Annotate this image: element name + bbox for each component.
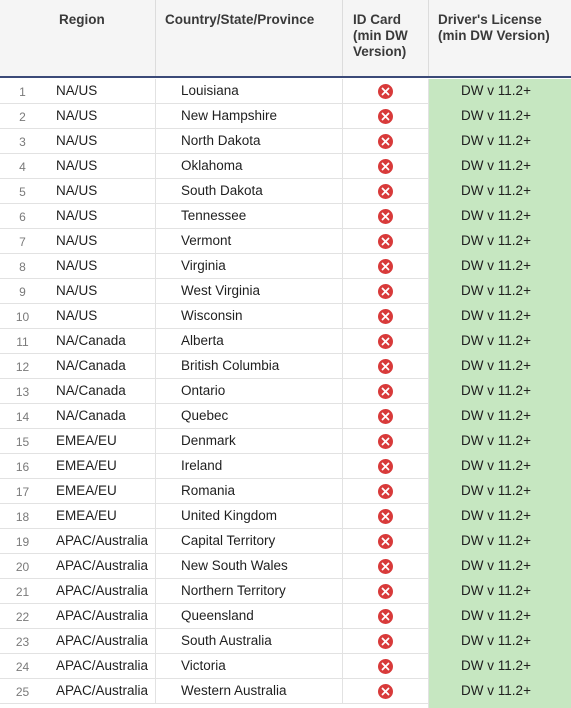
country-cell[interactable]: Victoria <box>155 654 342 679</box>
country-cell[interactable]: Western Australia <box>155 679 342 704</box>
table-row[interactable] <box>0 79 571 104</box>
id-card-cell[interactable] <box>342 654 428 679</box>
id-card-cell[interactable] <box>342 554 428 579</box>
table-tail <box>0 704 571 708</box>
table-header <box>0 0 571 78</box>
id-card-cell[interactable] <box>342 329 428 354</box>
id-card-cell[interactable] <box>342 679 428 704</box>
row-number: 16 <box>15 460 30 474</box>
region-cell[interactable]: APAC/Australia <box>56 683 149 698</box>
table-row[interactable] <box>0 554 571 579</box>
country-cell[interactable]: Ireland <box>155 454 342 479</box>
country-cell[interactable]: New Hampshire <box>155 104 342 129</box>
x-circle-icon <box>378 584 393 599</box>
row-number: 21 <box>15 585 30 599</box>
id-card-cell[interactable] <box>342 229 428 254</box>
x-circle-icon <box>378 259 393 274</box>
table-row[interactable] <box>0 204 571 229</box>
x-circle-icon <box>378 509 393 524</box>
x-circle-icon <box>378 284 393 299</box>
drivers-license-cell[interactable]: DW v 11.2+ <box>428 629 571 654</box>
drivers-license-cell[interactable]: DW v 11.2+ <box>428 379 571 404</box>
id-card-cell[interactable] <box>342 604 428 629</box>
table-row[interactable] <box>0 104 571 129</box>
x-circle-icon <box>378 84 393 99</box>
x-circle-icon <box>378 334 393 349</box>
table-row[interactable] <box>0 504 571 529</box>
row-number: 12 <box>15 360 30 374</box>
drivers-license-cell[interactable]: DW v 11.2+ <box>428 479 571 504</box>
row-number: 2 <box>19 110 26 124</box>
tail-dl-fill <box>428 704 571 708</box>
row-number: 20 <box>15 560 30 574</box>
table-row[interactable] <box>0 304 571 329</box>
region-cell[interactable]: NA/US <box>56 83 98 98</box>
id-card-cell[interactable] <box>342 579 428 604</box>
country-cell[interactable]: Wisconsin <box>155 304 342 329</box>
id-card-cell[interactable] <box>342 254 428 279</box>
row-number: 15 <box>15 435 30 449</box>
header-dl-line1: Driver's License <box>438 12 542 27</box>
region-cell[interactable]: NA/US <box>56 258 98 273</box>
x-circle-icon <box>378 359 393 374</box>
region-cell[interactable]: NA/US <box>56 158 98 173</box>
row-number: 24 <box>15 660 30 674</box>
country-cell[interactable]: Denmark <box>155 429 342 454</box>
country-cell[interactable]: Ontario <box>155 379 342 404</box>
drivers-license-cell[interactable]: DW v 11.2+ <box>428 554 571 579</box>
row-number: 22 <box>15 610 30 624</box>
id-card-cell[interactable] <box>342 504 428 529</box>
region-cell[interactable]: NA/US <box>56 308 98 323</box>
table-row[interactable] <box>0 529 571 554</box>
country-cell[interactable]: Louisiana <box>155 79 342 104</box>
x-circle-icon <box>378 684 393 699</box>
id-card-cell[interactable] <box>342 379 428 404</box>
table-row[interactable] <box>0 229 571 254</box>
drivers-license-cell[interactable]: DW v 11.2+ <box>428 679 571 704</box>
x-circle-icon <box>378 659 393 674</box>
id-card-cell[interactable] <box>342 354 428 379</box>
drivers-license-cell[interactable]: DW v 11.2+ <box>428 279 571 304</box>
x-circle-icon <box>378 234 393 249</box>
id-card-cell[interactable] <box>342 429 428 454</box>
country-cell[interactable]: Queensland <box>155 604 342 629</box>
header-dl-line2: (min DW Version) <box>438 28 550 43</box>
header-id-card-line1: ID Card <box>353 12 402 27</box>
table-row[interactable] <box>0 404 571 429</box>
country-cell[interactable]: Vermont <box>155 229 342 254</box>
drivers-license-cell[interactable]: DW v 11.2+ <box>428 204 571 229</box>
country-cell[interactable]: Northern Territory <box>155 579 342 604</box>
row-number: 1 <box>19 85 26 99</box>
id-card-cell[interactable] <box>342 454 428 479</box>
country-cell[interactable]: Tennessee <box>155 204 342 229</box>
x-circle-icon <box>378 634 393 649</box>
row-number: 18 <box>15 510 30 524</box>
id-card-cell[interactable] <box>342 204 428 229</box>
id-card-cell[interactable] <box>342 154 428 179</box>
table-row[interactable] <box>0 129 571 154</box>
country-cell[interactable]: United Kingdom <box>155 504 342 529</box>
region-cell[interactable]: APAC/Australia <box>56 533 149 548</box>
x-circle-icon <box>378 484 393 499</box>
table-row[interactable] <box>0 154 571 179</box>
x-circle-icon <box>378 209 393 224</box>
table-row[interactable] <box>0 254 571 279</box>
region-cell[interactable]: APAC/Australia <box>56 608 149 623</box>
table-row[interactable] <box>0 479 571 504</box>
table-body <box>0 79 571 704</box>
region-cell[interactable]: EMEA/EU <box>56 433 117 448</box>
drivers-license-cell[interactable]: DW v 11.2+ <box>428 154 571 179</box>
table-row[interactable] <box>0 654 571 679</box>
header-id-card-line3: Version) <box>353 44 407 59</box>
table-row[interactable] <box>0 629 571 654</box>
drivers-license-cell[interactable]: DW v 11.2+ <box>428 354 571 379</box>
region-cell[interactable]: EMEA/EU <box>56 458 117 473</box>
id-card-cell[interactable] <box>342 304 428 329</box>
region-cell[interactable]: EMEA/EU <box>56 483 117 498</box>
header-country-label: Country/State/Province <box>165 12 315 27</box>
id-card-cell[interactable] <box>342 529 428 554</box>
table-row[interactable] <box>0 454 571 479</box>
country-cell[interactable]: South Dakota <box>155 179 342 204</box>
country-cell[interactable]: Capital Territory <box>155 529 342 554</box>
drivers-license-cell[interactable]: DW v 11.2+ <box>428 654 571 679</box>
table-row[interactable] <box>0 179 571 204</box>
row-number: 11 <box>16 335 29 349</box>
region-cell[interactable]: NA/Canada <box>56 358 126 373</box>
table-row[interactable] <box>0 379 571 404</box>
row-number: 23 <box>15 635 30 649</box>
drivers-license-cell[interactable]: DW v 11.2+ <box>428 579 571 604</box>
region-cell[interactable]: NA/US <box>56 108 98 123</box>
id-card-cell[interactable] <box>342 404 428 429</box>
drivers-license-cell[interactable]: DW v 11.2+ <box>428 454 571 479</box>
region-cell[interactable]: NA/US <box>56 183 98 198</box>
table-row[interactable] <box>0 279 571 304</box>
id-card-cell[interactable] <box>342 279 428 304</box>
x-circle-icon <box>378 384 393 399</box>
drivers-license-cell[interactable]: DW v 11.2+ <box>428 604 571 629</box>
header-region-label: Region <box>59 12 105 27</box>
drivers-license-cell[interactable]: DW v 11.2+ <box>428 229 571 254</box>
row-number: 7 <box>19 235 26 249</box>
x-circle-icon <box>378 184 393 199</box>
region-cell[interactable]: NA/Canada <box>56 408 126 423</box>
id-card-cell[interactable] <box>342 104 428 129</box>
x-circle-icon <box>378 609 393 624</box>
row-number: 17 <box>15 485 30 499</box>
row-number: 13 <box>15 385 30 399</box>
x-circle-icon <box>378 559 393 574</box>
table-row[interactable] <box>0 604 571 629</box>
row-number: 4 <box>19 160 26 174</box>
drivers-license-cell[interactable]: DW v 11.2+ <box>428 129 571 154</box>
x-circle-icon <box>378 309 393 324</box>
country-cell[interactable]: Alberta <box>155 329 342 354</box>
row-number: 19 <box>15 535 30 549</box>
table-row[interactable] <box>0 679 571 704</box>
country-cell[interactable]: British Columbia <box>155 354 342 379</box>
drivers-license-cell[interactable]: DW v 11.2+ <box>428 329 571 354</box>
drivers-license-cell[interactable]: DW v 11.2+ <box>428 179 571 204</box>
region-cell[interactable]: APAC/Australia <box>56 658 149 673</box>
header-id-card-line2: (min DW <box>353 28 408 43</box>
country-cell[interactable]: Quebec <box>155 404 342 429</box>
drivers-license-cell[interactable]: DW v 11.2+ <box>428 504 571 529</box>
x-circle-icon <box>378 109 393 124</box>
row-number: 8 <box>19 260 26 274</box>
region-cell[interactable]: NA/US <box>56 133 98 148</box>
row-number: 9 <box>19 285 26 299</box>
row-number: 5 <box>19 185 26 199</box>
region-cell[interactable]: APAC/Australia <box>56 558 149 573</box>
x-circle-icon <box>378 134 393 149</box>
region-cell[interactable]: APAC/Australia <box>56 583 149 598</box>
country-cell[interactable]: Oklahoma <box>155 154 342 179</box>
x-circle-icon <box>378 409 393 424</box>
row-number: 14 <box>15 410 30 424</box>
id-card-cell[interactable] <box>342 79 428 104</box>
country-cell[interactable]: North Dakota <box>155 129 342 154</box>
country-cell[interactable]: Romania <box>155 479 342 504</box>
table-row[interactable] <box>0 429 571 454</box>
region-cell[interactable]: NA/US <box>56 233 98 248</box>
id-card-cell[interactable] <box>342 629 428 654</box>
region-cell[interactable]: EMEA/EU <box>56 508 117 523</box>
country-cell[interactable]: New South Wales <box>155 554 342 579</box>
region-cell[interactable]: NA/Canada <box>56 333 126 348</box>
drivers-license-cell[interactable]: DW v 11.2+ <box>428 404 571 429</box>
country-cell[interactable]: Virginia <box>155 254 342 279</box>
row-number: 3 <box>19 135 26 149</box>
x-circle-icon <box>378 159 393 174</box>
row-number: 25 <box>15 685 30 699</box>
table-row[interactable] <box>0 329 571 354</box>
id-card-cell[interactable] <box>342 129 428 154</box>
region-cell[interactable]: NA/US <box>56 283 98 298</box>
id-card-cell[interactable] <box>342 479 428 504</box>
drivers-license-cell[interactable]: DW v 11.2+ <box>428 254 571 279</box>
country-cell[interactable]: South Australia <box>155 629 342 654</box>
header-drivers-license[interactable] <box>428 0 571 76</box>
x-circle-icon <box>378 434 393 449</box>
header-country[interactable] <box>155 0 342 76</box>
row-number: 6 <box>19 210 26 224</box>
region-cell[interactable]: NA/US <box>56 208 98 223</box>
drivers-license-cell[interactable]: DW v 11.2+ <box>428 529 571 554</box>
row-number: 10 <box>15 310 30 324</box>
drivers-license-cell[interactable]: DW v 11.2+ <box>428 429 571 454</box>
drivers-license-cell[interactable]: DW v 11.2+ <box>428 304 571 329</box>
header-region[interactable] <box>0 0 155 76</box>
table-row[interactable] <box>0 579 571 604</box>
country-cell[interactable]: West Virginia <box>155 279 342 304</box>
drivers-license-cell[interactable]: DW v 11.2+ <box>428 79 571 104</box>
x-circle-icon <box>378 534 393 549</box>
header-id-card[interactable] <box>342 0 428 76</box>
id-card-cell[interactable] <box>342 179 428 204</box>
x-circle-icon <box>378 459 393 474</box>
region-cell[interactable]: NA/Canada <box>56 383 126 398</box>
table-row[interactable] <box>0 354 571 379</box>
region-cell[interactable]: APAC/Australia <box>56 633 149 648</box>
drivers-license-cell[interactable]: DW v 11.2+ <box>428 104 571 129</box>
